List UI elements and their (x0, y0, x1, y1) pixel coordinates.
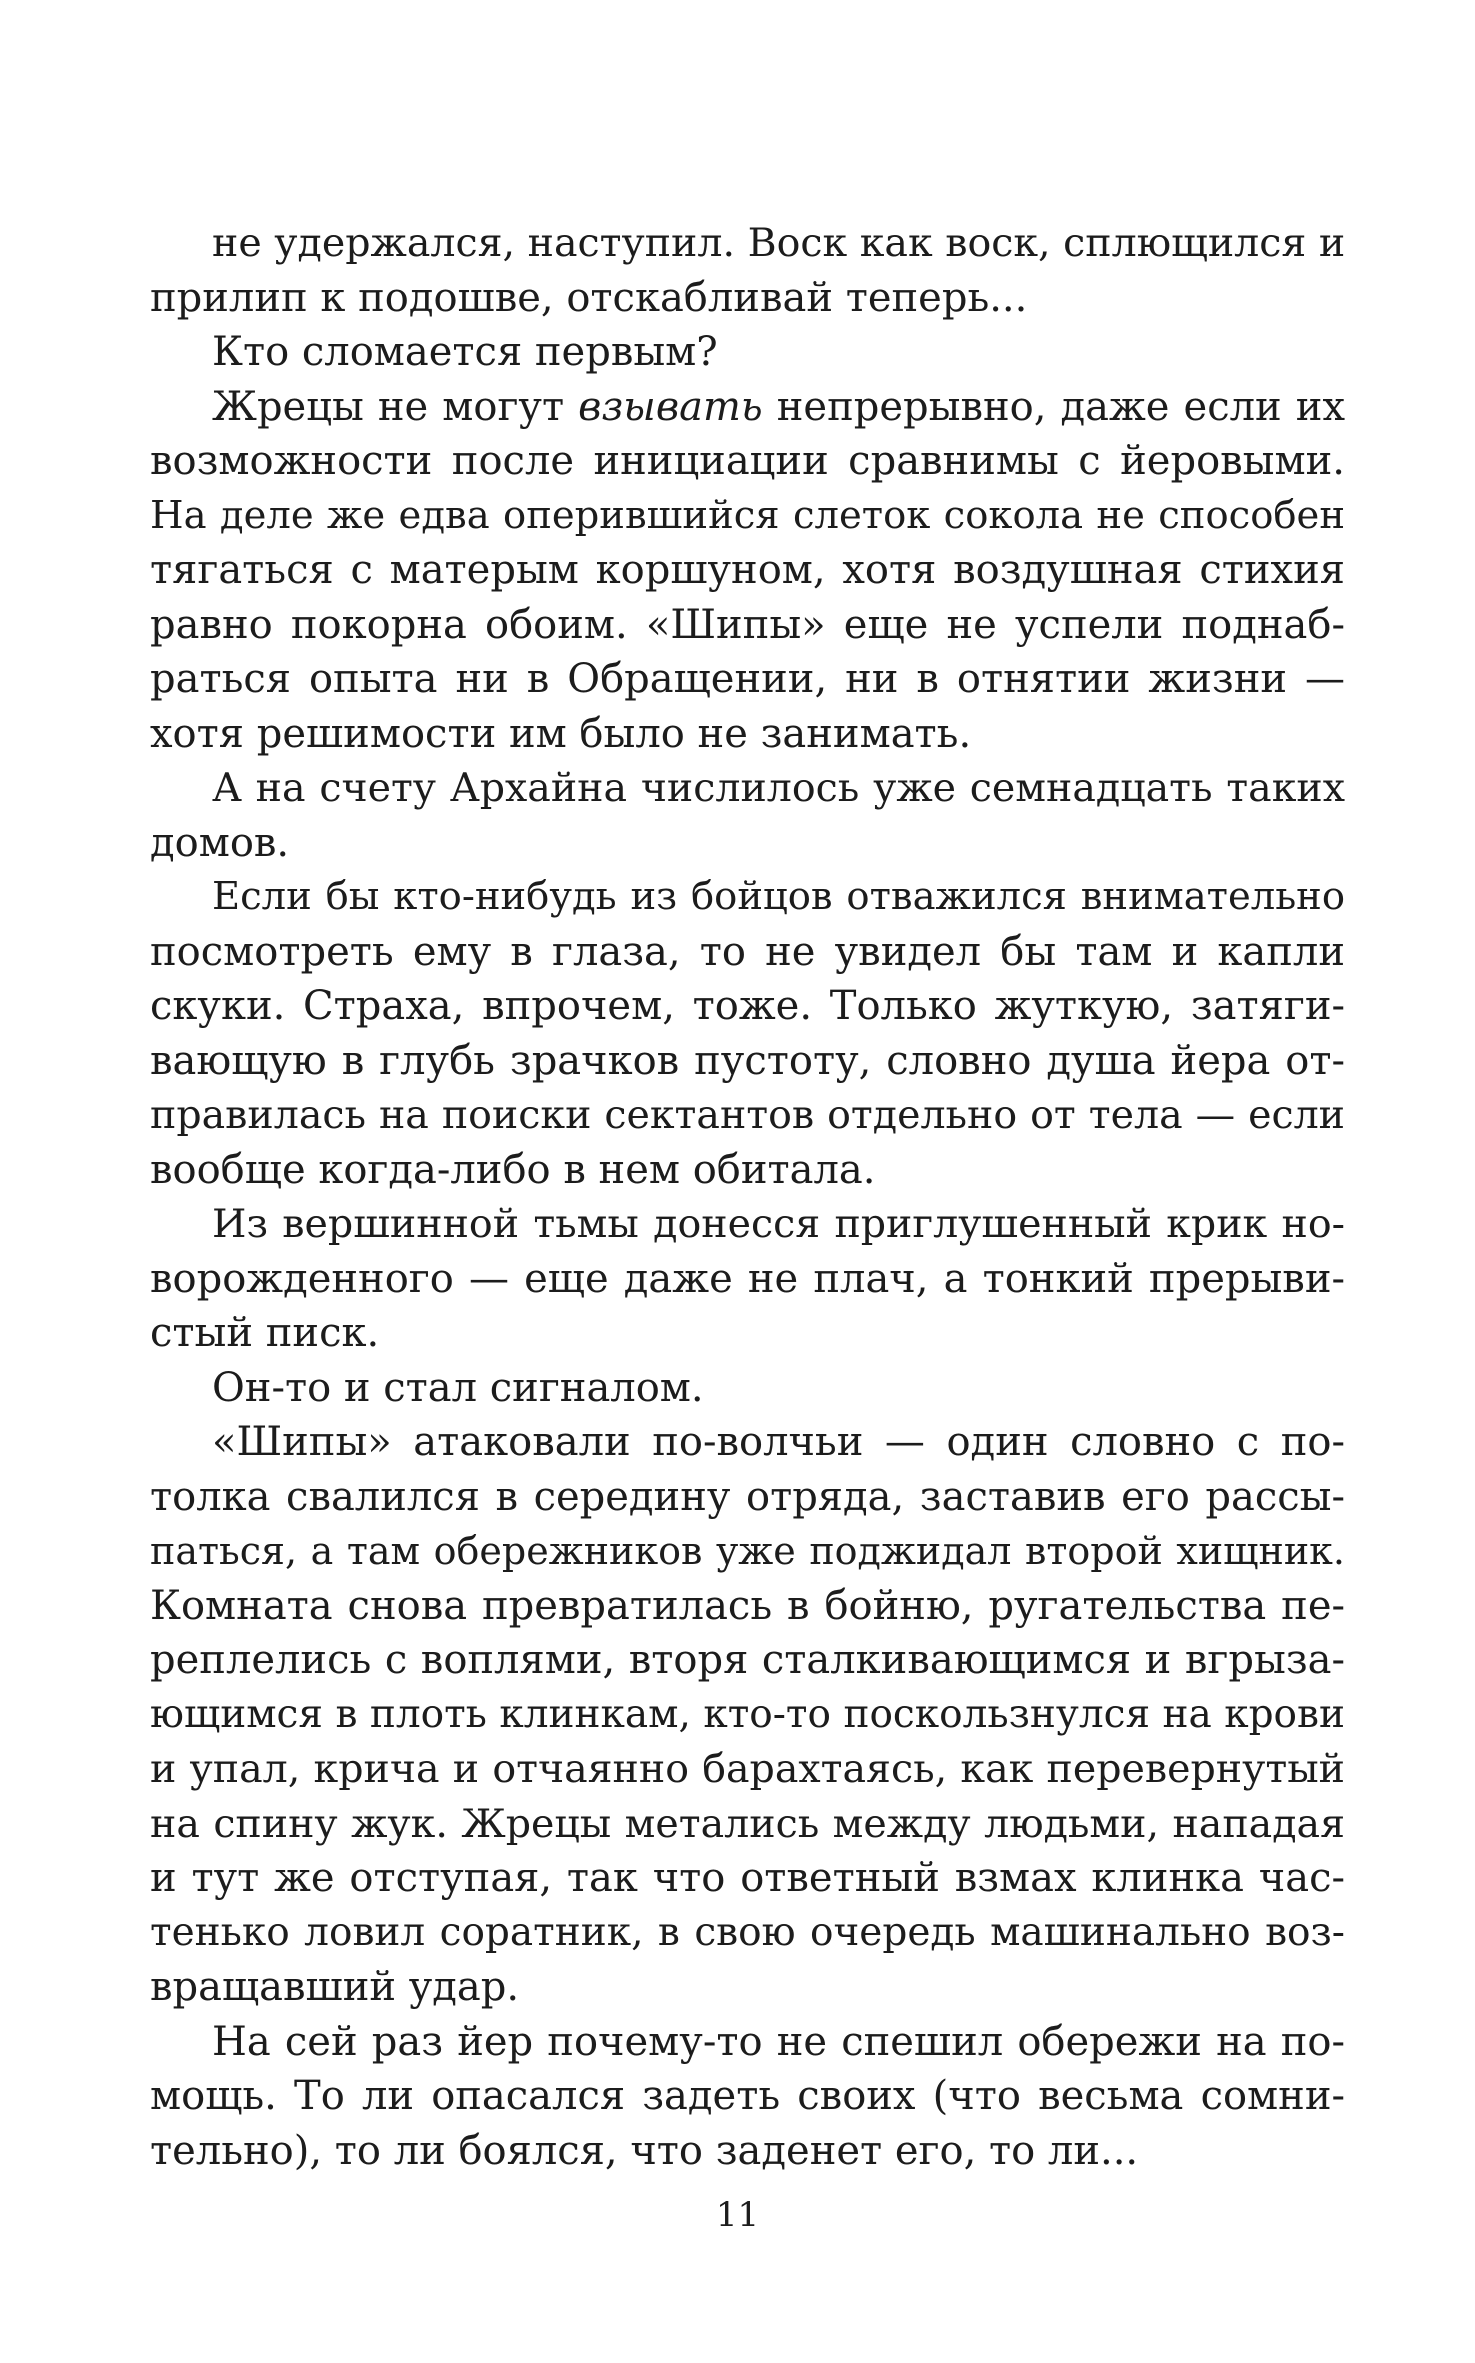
text-line: Он-то и стал сигналом. (212, 1364, 704, 1411)
text-line (150, 380, 1345, 435)
text-line: скуки. Страха, впрочем, тоже. Только жуткую, затяги- (150, 983, 1345, 1029)
text-line: и тут же отступая, так что ответный взмах клинка час- (150, 1855, 1345, 1901)
text-line: не удержался, наступил. Воск как воск, сплющился и (212, 220, 1345, 266)
text-line: мощь. То ли опасался задеть своих (что весьма сомни- (150, 2073, 1345, 2119)
paragraph (150, 870, 1345, 1197)
text-line: раться опыта ни в Обращении, ни в отнятии жизни — (150, 656, 1345, 702)
text-line: тенько ловил соратник, в свою очередь машинально воз- (150, 1909, 1345, 1955)
text-line: Комната снова превратилась в бойню, ругательства пе- (150, 1582, 1345, 1629)
text-fragment: непрерывно, даже если их (762, 383, 1345, 430)
text-line: Если бы кто-нибудь из бойцов отважился внимательно (212, 874, 1345, 919)
text-line: стый писк. (150, 1310, 380, 1356)
text-line: А на счету Архайна числилось уже семнадцать таких (212, 765, 1345, 811)
text-line: хотя решимости им было не занимать. (150, 710, 972, 757)
text-line: реплелись с воплями, вторя сталкивающимся и вгрыза- (150, 1637, 1345, 1683)
text-line: вообще когда-либо в нем обитала. (150, 1146, 876, 1193)
text-line: правилась на поиски сектантов отдельно от тела — если (150, 1092, 1345, 1138)
text-line: тягаться с матерым коршуном, хотя воздушная стихия (150, 547, 1345, 593)
text-line: возможности после инициации сравнимы с йеровыми. (150, 438, 1345, 484)
text-fragment: Жрецы не могут (212, 383, 579, 430)
paragraph (150, 216, 1345, 325)
text-line: ворожденного — еще даже не плач, а тонкий прерыви- (150, 1255, 1345, 1302)
text-line: «Шипы» атаковали по-волчьи — один словно с по- (212, 1419, 1345, 1465)
text-line: посмотреть ему в глаза, то не увидел бы там и капли (150, 928, 1345, 975)
text-line: равно покорна обоим. «Шипы» еще не успели поднаб- (150, 601, 1345, 648)
paragraph (150, 1361, 1345, 1416)
text-line: Из вершинной тьмы донесся приглушенный крик но- (212, 1201, 1345, 1247)
paragraph (150, 1197, 1345, 1361)
emphasized-word: взывать (578, 383, 763, 430)
paragraph (150, 761, 1345, 870)
text-line: вающую в глубь зрачков пустоту, словно душа йера от- (150, 1037, 1345, 1084)
text-line: паться, а там обережников уже поджидал второй хищник. (150, 1529, 1345, 1573)
text-line: вращавший удар. (150, 1964, 520, 2010)
body-text (150, 216, 1345, 2178)
paragraph (150, 1415, 1345, 2015)
paragraph (150, 2015, 1345, 2179)
paragraph (150, 380, 1345, 762)
text-line: На сей раз йер почему-то не спешил обережи на по- (212, 2018, 1345, 2065)
text-line: толка свалился в середину отряда, заставив его рассы- (150, 1473, 1345, 1520)
text-line: домов. (150, 819, 290, 866)
text-line: на спину жук. Жрецы метались между людьми, нападая (150, 1800, 1345, 1847)
text-line: и упал, крича и отчаянно барахтаясь, как перевернутый (150, 1746, 1345, 1792)
text-line: прилип к подошве, отскабливай теперь... (150, 274, 1028, 321)
text-line: ющимся в плоть клинкам, кто-то поскользнулся на крови (150, 1691, 1345, 1737)
text-line: На деле же едва оперившийся слеток сокола не способен (150, 492, 1345, 538)
paragraph (150, 325, 1345, 380)
text-line: тельно), то ли боялся, что заденет его, то ли... (150, 2127, 1139, 2174)
page-number: 11 (715, 2195, 760, 2235)
text-line: Кто сломается первым? (212, 329, 718, 375)
